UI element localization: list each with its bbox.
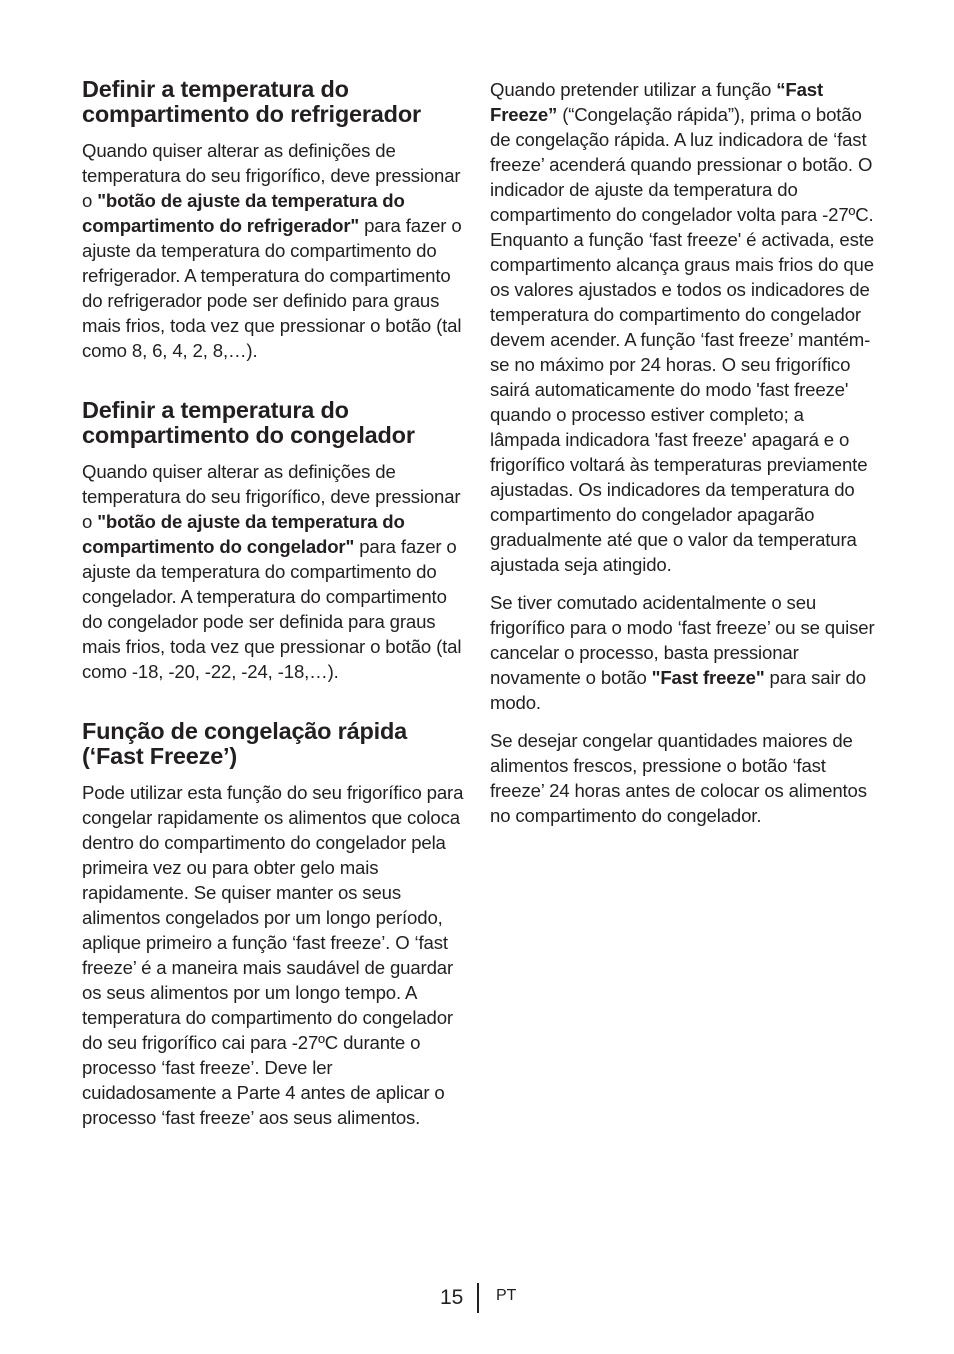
text-run: para fazer o ajuste da temperatura do compartimento do congelador. A temperatura do compartimento do congelador pode ser definida para graus mais frios, toda vez que pressionar o botão (tal como -18, -20, -22, -24, -18,…). [82, 536, 462, 682]
bold-run: “Fast Freeze” [490, 79, 824, 125]
right-column [490, 77, 876, 841]
paragraph-freezer-temperature [82, 459, 467, 684]
paragraph-fast-freeze-usage [490, 77, 876, 577]
footer-divider [477, 1283, 479, 1313]
heading-refrigerator-temperature: Definir a temperatura do compartimento do refrigerador [82, 76, 421, 127]
language-code: PT [496, 1287, 517, 1304]
text-run: para sair do modo. [490, 667, 866, 713]
paragraph-refrigerator-temperature [82, 138, 467, 363]
text-run: Quando quiser alterar as definições de temperatura do seu frigorífico, deve pressionar o [82, 461, 461, 532]
text-run: Quando pretender utilizar a função [490, 79, 777, 100]
bold-run: "botão de ajuste da temperatura do compartimento do congelador" [82, 511, 405, 557]
text-run: (“Congelação rápida”), prima o botão de congelação rápida. A luz indicadora de ‘fast freeze’ acenderá quando pressionar o botão. O indicador de ajuste da temperatura do compartimento do congelador volta para -27ºC. Enquanto a função ‘fast freeze' é activada, este compartimento alcança graus mais frios do que os valores ajustados e todos os indicadores de temperatura do compartimento do congelador devem acender. A função ‘fast freeze’ mantém-se no máximo por 24 horas. O seu frigorífico sairá automaticamente do modo 'fast freeze' quando o processo estiver completo; a lâmpada indicadora 'fast freeze' apagará e o frigorífico voltará às temperaturas previamente ajustadas. Os indicadores da temperatura do compartimento do congelador apagarão gradualmente até que o valor da temperatura ajustada seja atingido. [490, 104, 874, 575]
paragraph-fast-freeze-large-quantities: Se desejar congelar quantidades maiores de alimentos frescos, pressione o botão ‘fast freeze’ 24 horas antes de colocar os alimentos no compartimento do congelador. [490, 730, 867, 826]
page-number: 15 [440, 1286, 464, 1309]
text-run: para fazer o ajuste da temperatura do compartimento do refrigerador. A temperatura do compartimento do refrigerador pode ser definido para graus mais frios, toda vez que pressionar o botão (tal como 8, 6, 4, 2, 8,…). [82, 215, 462, 361]
text-run: Se tiver comutado acidentalmente o seu frigorífico para o modo ‘fast freeze’ ou se quiser cancelar o processo, basta pressionar novamente o botão [490, 592, 875, 688]
paragraph-fast-freeze-cancel [490, 590, 876, 715]
text-run: Quando quiser alterar as definições de temperatura do seu frigorífico, deve pressionar o [82, 140, 461, 211]
heading-freezer-temperature: Definir a temperatura do compartimento do congelador [82, 397, 415, 448]
section-refrigerator-temperature [82, 77, 467, 363]
heading-fast-freeze: Função de congelação rápida (‘Fast Freeze’) [82, 718, 407, 769]
left-column [82, 77, 467, 1165]
section-freezer-temperature [82, 398, 467, 684]
bold-run: "Fast freeze" [651, 667, 765, 688]
bold-run: "botão de ajuste da temperatura do compartimento do refrigerador" [82, 190, 405, 236]
section-fast-freeze [82, 719, 467, 1130]
paragraph-fast-freeze-intro: Pode utilizar esta função do seu frigorífico para congelar rapidamente os alimentos que coloca dentro do compartimento do congelador pela primeira vez ou para obter gelo mais rapidamente. Se quiser manter os seus alimentos congelados por um longo período, aplique primeiro a função ‘fast freeze’. O ‘fast freeze’ é a maneira mais saudável de guardar os seus alimentos por um longo tempo. A temperatura do compartimento do congelador do seu frigorífico cai para -27ºC durante o processo ‘fast freeze’. Deve ler cuidadosamente a Parte 4 antes de aplicar o processo ‘fast freeze’ aos seus alimentos. [82, 782, 464, 1128]
